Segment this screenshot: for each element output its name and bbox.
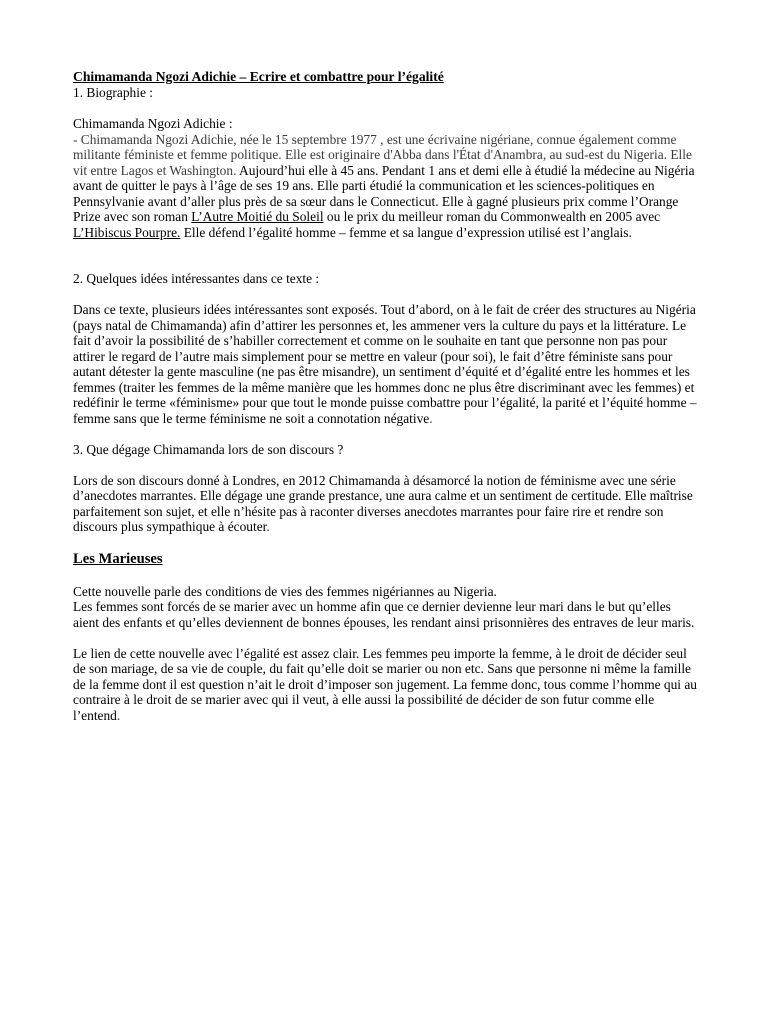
biography-text-1: Aujourd’hui elle à 45 ans. Pendant 1 ans et demi elle à étudié la médecine au Nigéria avant de quitter le pays à l’âge de ses 19 ans. Elle parti étudié la communication et les sciences-politiques en Pennsylvanie avant d’aller plus près de sa sœur dans le Connecticut. Elle à gagné plusieurs prix comme l’Orange Prize avec son roman [73, 162, 695, 224]
section-3-paragraph [73, 473, 698, 535]
section-2-paragraph [73, 302, 698, 426]
biography-name-line: Chimamanda Ngozi Adichie : [73, 116, 233, 131]
biography-text-3: Elle défend l’égalité homme – femme et sa langue d’expression utilisé est l’anglais. [180, 224, 632, 240]
biography-paragraph [73, 132, 698, 241]
biography-text-2: ou le prix du meilleur roman du Commonwealth en 2005 avec [323, 209, 661, 224]
marieuses-paragraph-1: Les femmes sont forcés de se marier avec un homme afin que ce dernier devienne leur mari dans le but qu’elles aient des enfants et qu’elles deviennent de bonnes épouses, les rendant ainsi prisonnières des entraves de leur maris. [73, 599, 695, 630]
document-page [73, 69, 698, 723]
section-marieuses-title: Les Marieuses [73, 551, 163, 567]
section-3-heading: 3. Que dégage Chimamanda lors de son discours ? [73, 441, 344, 457]
section-2-end-mark: . [429, 410, 433, 426]
section-2-text: Dans ce texte, plusieurs idées intéressantes sont exposés. Tout d’abord, on à le fait de créer des structures au Nigéria (pays natal de Chimamanda) afin d’attirer les personnes et, les ammener vers la culture du pays et la littérature. Le fait d’avoir la possibilité de s’habiller correctement et comme on le souhaite en tant que personne non pas pour attirer le regard de l’autre mais simplement pour se mettre en valeur (pour soi), le fait d’être féministe sans pour autant détester la gente masculine (ne pas être misandre), un sentiment d’équité et d’égalité entre les hommes et les femmes (traiter les femmes de la même manière que les hommes donc ne plus être discriminant avec les femmes) et redéfinir le terme «féminisme» pour que tout le monde puisse combattre pour l’égalité, la parité et l’équité homme – femme sans que le terme féminisme ne soit a connotation négative [73, 302, 697, 426]
book-title-autre-moitie: L’Autre Moitié du Soleil [191, 209, 324, 224]
section-3-text: Lors de son discours donné à Londres, en 2012 Chimamanda à désamorcé la notion de féminisme avec une série d’anecdotes marrantes. Elle dégage une grande prestance, une aura calme et un sentiment de certitude. Elle maîtrise parfaitement son sujet, et elle n’hésite pas à raconter diverses anecdotes marrantes pour faire rire et rendre son discours plus sympathique à écouter [73, 472, 693, 534]
marieuses-paragraph-2-end-mark: . [116, 707, 121, 723]
document-title: Chimamanda Ngozi Adichie – Ecrire et combattre pour l’égalité [73, 69, 444, 84]
marieuses-intro-line: Cette nouvelle parle des conditions de vies des femmes nigériannes au Nigeria. [73, 583, 497, 599]
section-1-heading: 1. Biographie : [73, 85, 153, 100]
section-3-end-mark: . [266, 519, 270, 534]
book-title-hibiscus: L’Hibiscus Pourpre. [73, 224, 181, 240]
section-2-heading: 2. Quelques idées intéressantes dans ce texte : [73, 271, 320, 286]
biography-intro-text: - Chimamanda Ngozi Adichie, née le 15 septembre 1977 , est une écrivaine nigériane, connue également comme militante féministe et femme politique. Elle est originaire d'Abba dans l'État d'Anambra, au sud-est du Nigeria. Elle vit entre Lagos et Washington. [73, 131, 692, 178]
marieuses-paragraph-2 [73, 646, 698, 724]
marieuses-paragraph-2-text: Le lien de cette nouvelle avec l’égalité est assez clair. Les femmes peu importe la femme, à le droit de décider seul de son mariage, de sa vie de couple, du fait qu’elle doit se marier ou non etc. Sans que personne ni même la famille de la femme dont il est question n’ait le droit d’imposer son jugement. La femme donc, tous comme l’homme qui au contraire à le droit de se marier avec qui il veut, à elle aussi la possibilité de décider de son futur comme elle l’entend [73, 645, 698, 723]
